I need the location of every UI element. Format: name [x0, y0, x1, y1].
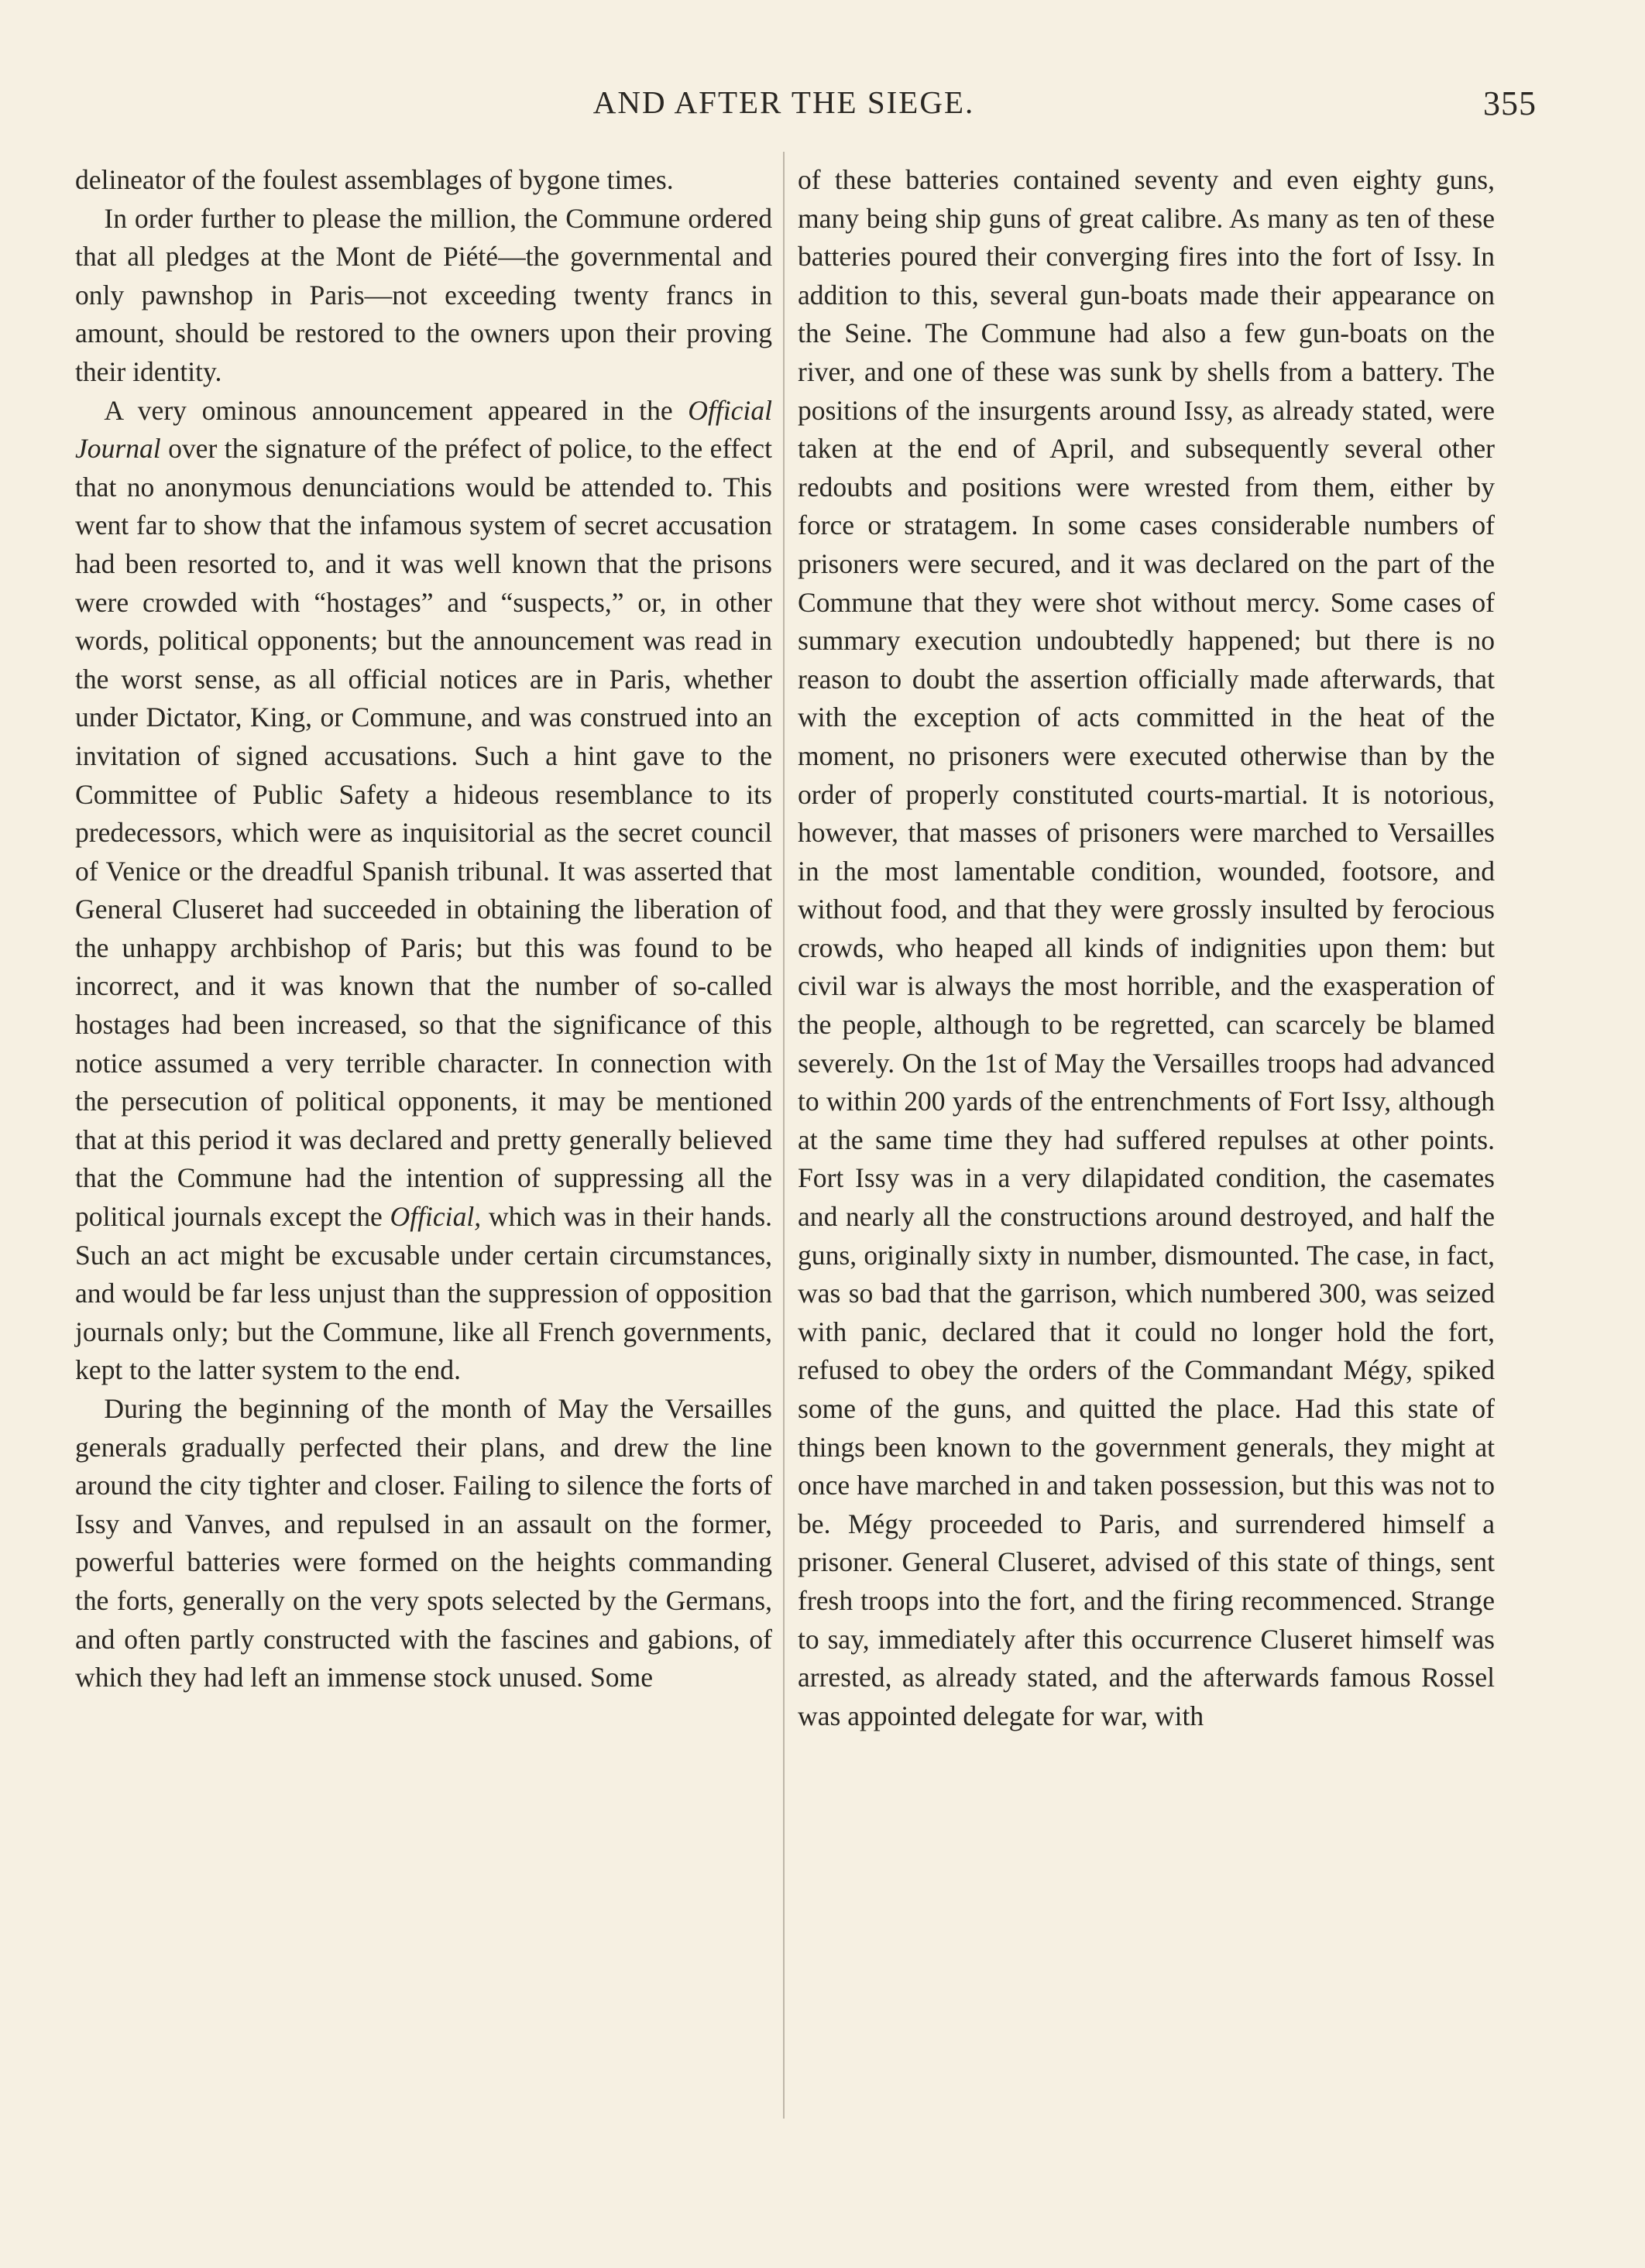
official-title: Official,	[390, 1201, 482, 1233]
left-paragraph-2: In order further to please the million, the Commune ordered that all pledges at the Mont de Piété—the governmental and only pawnshop in Paris—not exceeding twenty francs in amount, should be restored to the owners upon their proving their identity.	[75, 202, 772, 387]
left-column	[75, 161, 772, 1697]
left-paragraph-3-part-a: A very ominous announcement appeared in the	[104, 394, 673, 426]
left-paragraph-3	[75, 392, 772, 1390]
left-paragraph-1: delineator of the foulest assemblages of bygone times.	[75, 164, 674, 195]
running-title: AND AFTER THE SIEGE.	[592, 84, 975, 120]
page-header	[0, 84, 1645, 130]
left-paragraph-3-part-b: over the signature of the préfect of police, to the effect that no anonymous denunciations would be attended to. This went far to show that the infamous system of secret accusation had been resorted to, and it was well known that the prisons were crowded with “hostages” and “suspects,” or, in other words, political opponents; but the announcement was read in the worst sense, as all official notices are in Paris, whether under Dictator, King, or Commune, and was construed into an invitation of signed accusations. Such a hint gave to the Committee of Public Safety a hideous resemblance to its predecessors, which were as inquisitorial as the secret council of Venice or the dreadful Spanish tribunal. It was asserted that General Cluseret had succeeded in obtaining the liberation of the unhappy archbishop of Paris; but this was found to be incorrect, and it was known that the number of so-called hostages had been increased, so that the significance of this notice assumed a very terrible character. In connection with the persecution of political opponents, it may be mentioned that at this period it was declared and pretty generally believed that the Commune had the intention of suppressing all the political journals except the	[75, 433, 772, 1233]
column-divider	[783, 152, 785, 2119]
right-column	[798, 161, 1495, 1735]
left-paragraph-4: During the beginning of the month of May the Versailles generals gradually perfected their plans, and drew the line around the city tighter and closer. Failing to silence the forts of Issy and Vanves, and repulsed in an assault on the former, powerful batteries were formed on the heights commanding the forts, generally on the very spots selected by the Germans, and often partly constructed with the fascines and gabions, of which they had left an immense stock unused. Some	[75, 1393, 772, 1693]
page-number: 355	[1483, 84, 1537, 122]
right-paragraph-1: of these batteries contained seventy and even eighty guns, many being ship guns of great calibre. As many as ten of these batteries poured their converging fires into the fort of Issy. In addition to this, several gun-boats made their appearance on the Seine. The Commune had also a few gun-boats on the river, and one of these was sunk by shells from a battery. The positions of the insurgents around Issy, as already stated, were taken at the end of April, and subsequently several other redoubts and positions were wrested from them, either by force or stratagem. In some cases considerable numbers of prisoners were secured, and it was declared on the part of the Commune that they were shot without mercy. Some cases of summary execution undoubtedly happened; but there is no reason to doubt the assertion officially made afterwards, that with the exception of acts committed in the heat of the moment, no prisoners were executed otherwise than by the order of properly constituted courts-martial. It is notorious, however, that masses of prisoners were marched to Versailles in the most lamentable condition, wounded, footsore, and without food, and that they were grossly insulted by ferocious crowds, who heaped all kinds of indignities upon them: but civil war is always the most horrible, and the exasperation of the people, although to be regretted, can scarcely be blamed severely. On the 1st of May the Versailles troops had advanced to within 200 yards of the entrenchments of Fort Issy, although at the same time they had suffered repulses at other points. Fort Issy was in a very dilapidated condition, the casemates and nearly all the constructions around destroyed, and half the guns, originally sixty in number, dismounted. The case, in fact, was so bad that the garrison, which numbered 300, was seized with panic, declared that it could no longer hold the fort, refused to obey the orders of the Commandant Mégy, spiked some of the guns, and quitted the place. Had this state of things been known to the government generals, they might at once have marched in and taken possession, but this was not to be. Mégy proceeded to Paris, and surrendered himself a prisoner. General Cluseret, advised of this state of things, sent fresh troops into the fort, and the firing recommenced. Strange to say, immediately after this occurrence Cluseret himself was arrested, as already stated, and the afterwards famous Rossel was appointed delegate for war, with	[798, 164, 1495, 1731]
left-paragraph-3-part-c: which was in their hands. Such an act might be excusable under certain circumstances, and would be far less unjust than the suppression of opposition journals only; but the Commune, like all French governments, kept to the latter system to the end.	[75, 1201, 772, 1386]
official-journal-title: Official Journal	[75, 394, 772, 465]
